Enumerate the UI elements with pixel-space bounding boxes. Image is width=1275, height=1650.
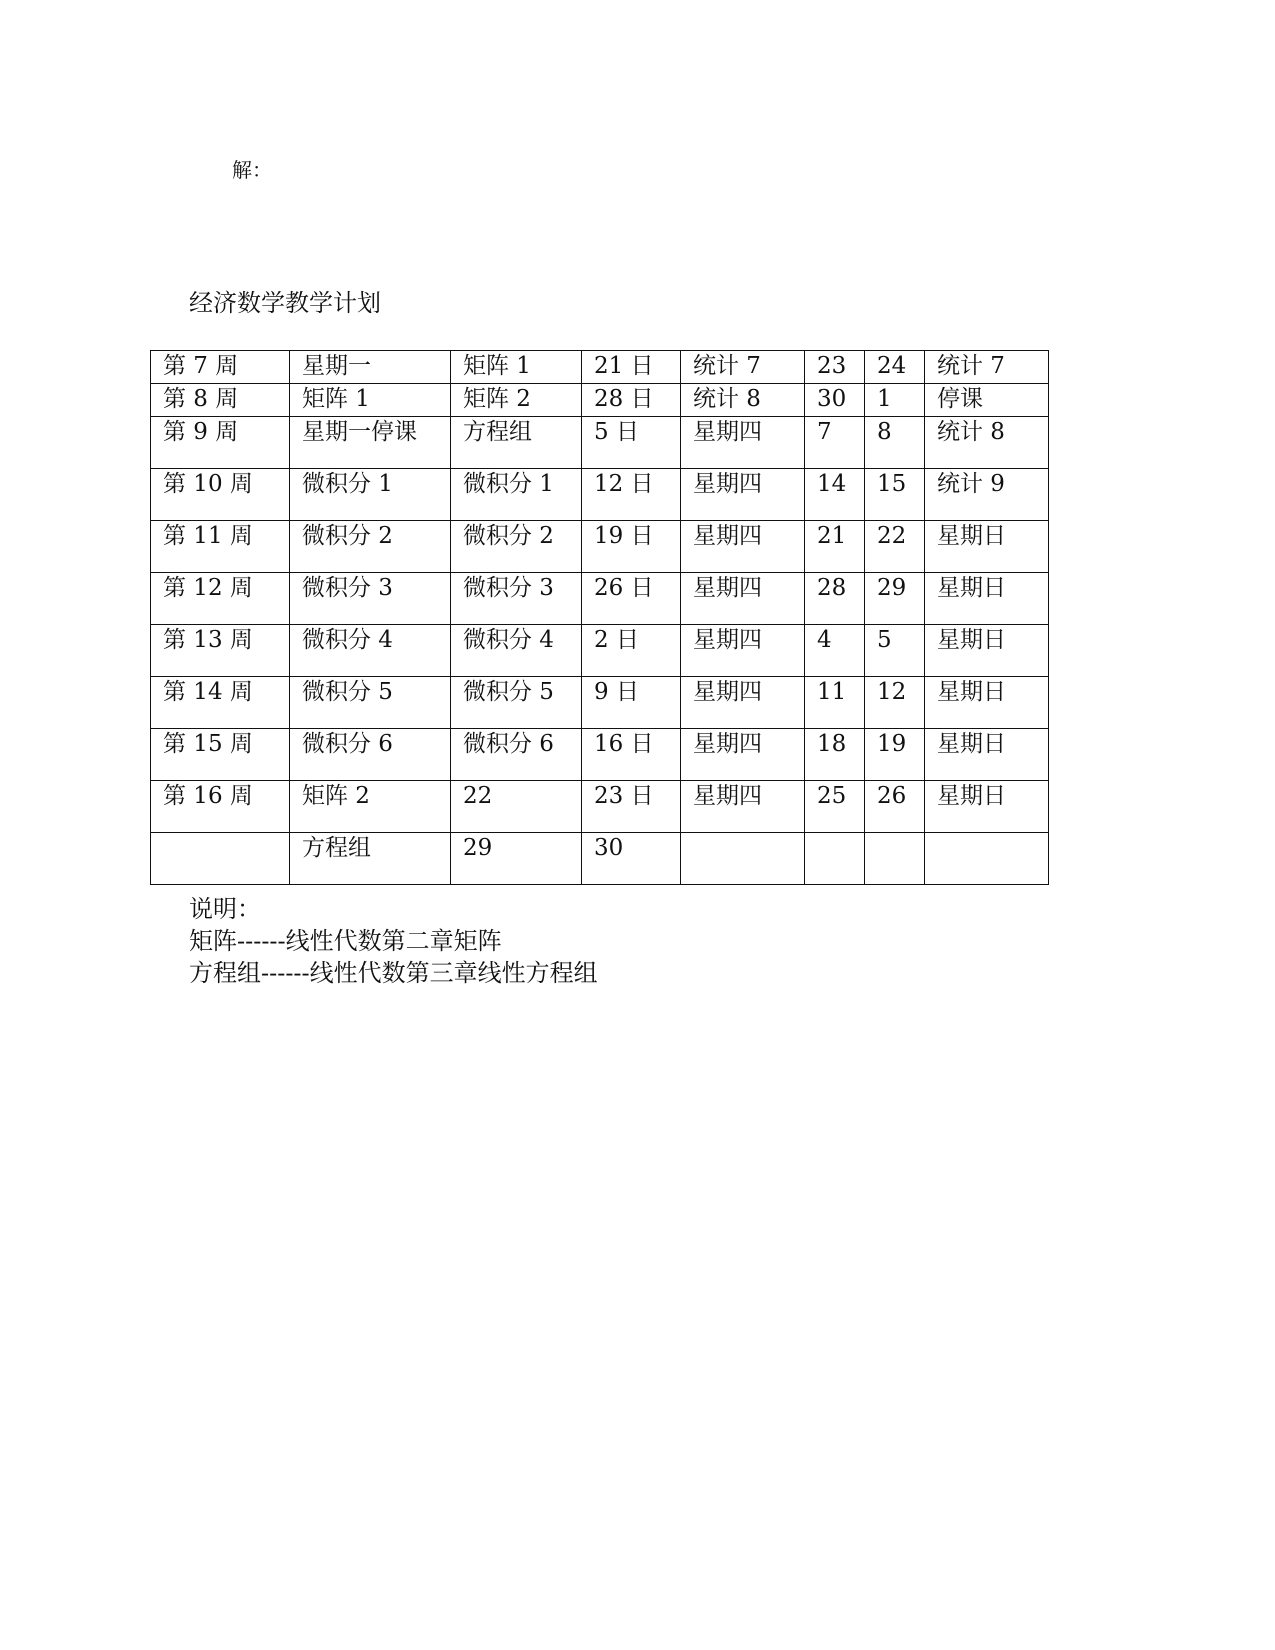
table-cell: 微积分 5 xyxy=(290,677,451,729)
table-row xyxy=(151,521,1049,573)
table-cell: 统计 8 xyxy=(925,417,1049,469)
table-cell: 微积分 3 xyxy=(290,573,451,625)
table-cell: 矩阵 2 xyxy=(290,781,451,833)
table-cell: 星期四 xyxy=(681,469,805,521)
table-cell: 星期一 xyxy=(290,351,451,384)
table-cell: 第 14 周 xyxy=(151,677,290,729)
table-cell: 30 xyxy=(805,384,865,417)
table-cell: 21 xyxy=(805,521,865,573)
table-row xyxy=(151,677,1049,729)
table-cell: 统计 8 xyxy=(681,384,805,417)
table-cell: 微积分 4 xyxy=(290,625,451,677)
table-cell: 8 xyxy=(865,417,925,469)
table-cell: 星期四 xyxy=(681,521,805,573)
teaching-schedule-table xyxy=(150,350,1049,885)
table-cell: 星期一停课 xyxy=(290,417,451,469)
table-cell: 矩阵 1 xyxy=(451,351,582,384)
table-cell: 29 xyxy=(451,833,582,885)
table-cell: 微积分 4 xyxy=(451,625,582,677)
table-cell: 25 xyxy=(805,781,865,833)
table-cell: 23 xyxy=(805,351,865,384)
table-cell: 5 日 xyxy=(582,417,681,469)
table-cell: 19 xyxy=(865,729,925,781)
table-cell: 统计 7 xyxy=(681,351,805,384)
table-cell: 星期四 xyxy=(681,417,805,469)
table-cell xyxy=(151,833,290,885)
table-cell: 11 xyxy=(805,677,865,729)
table-cell: 第 10 周 xyxy=(151,469,290,521)
table-cell: 24 xyxy=(865,351,925,384)
note-matrix: 矩阵------线性代数第二章矩阵 xyxy=(189,927,502,955)
table-cell: 微积分 6 xyxy=(290,729,451,781)
notes-section xyxy=(189,893,598,989)
table-cell: 1 xyxy=(865,384,925,417)
table-cell: 第 11 周 xyxy=(151,521,290,573)
table-cell: 第 9 周 xyxy=(151,417,290,469)
table-cell xyxy=(805,833,865,885)
table-cell: 第 7 周 xyxy=(151,351,290,384)
table-cell: 微积分 3 xyxy=(451,573,582,625)
table-cell xyxy=(865,833,925,885)
table-cell: 19 日 xyxy=(582,521,681,573)
table-row xyxy=(151,573,1049,625)
table-row xyxy=(151,833,1049,885)
table-cell: 14 xyxy=(805,469,865,521)
table-cell: 微积分 2 xyxy=(451,521,582,573)
table-cell: 5 xyxy=(865,625,925,677)
table-cell: 22 xyxy=(865,521,925,573)
document-title: 经济数学教学计划 xyxy=(189,289,381,317)
table-cell xyxy=(925,833,1049,885)
table-cell: 星期四 xyxy=(681,573,805,625)
table-cell: 第 13 周 xyxy=(151,625,290,677)
table-cell: 方程组 xyxy=(290,833,451,885)
table-row xyxy=(151,781,1049,833)
table-cell: 统计 7 xyxy=(925,351,1049,384)
table-cell: 28 xyxy=(805,573,865,625)
table-cell: 矩阵 1 xyxy=(290,384,451,417)
table-body xyxy=(151,351,1049,885)
table-cell: 星期日 xyxy=(925,781,1049,833)
table-cell: 星期四 xyxy=(681,677,805,729)
table-cell xyxy=(681,833,805,885)
table-cell: 统计 9 xyxy=(925,469,1049,521)
notes-heading: 说明： xyxy=(189,895,261,923)
table-cell: 微积分 1 xyxy=(451,469,582,521)
table-cell: 微积分 1 xyxy=(290,469,451,521)
table-cell: 16 日 xyxy=(582,729,681,781)
table-cell: 29 xyxy=(865,573,925,625)
table-cell: 15 xyxy=(865,469,925,521)
table-cell: 12 xyxy=(865,677,925,729)
table-cell: 停课 xyxy=(925,384,1049,417)
table-cell: 30 xyxy=(582,833,681,885)
table-cell: 星期四 xyxy=(681,781,805,833)
answer-label: 解： xyxy=(232,158,272,182)
table-row xyxy=(151,625,1049,677)
table-cell: 26 xyxy=(865,781,925,833)
table-row xyxy=(151,351,1049,384)
table-cell: 28 日 xyxy=(582,384,681,417)
table-cell: 9 日 xyxy=(582,677,681,729)
table-cell: 矩阵 2 xyxy=(451,384,582,417)
table-cell: 第 12 周 xyxy=(151,573,290,625)
table-cell: 星期日 xyxy=(925,677,1049,729)
table-row xyxy=(151,469,1049,521)
table-cell: 星期四 xyxy=(681,625,805,677)
table-cell: 21 日 xyxy=(582,351,681,384)
note-equations: 方程组------线性代数第三章线性方程组 xyxy=(189,959,598,987)
table-cell: 星期日 xyxy=(925,625,1049,677)
table-row xyxy=(151,729,1049,781)
table-cell: 7 xyxy=(805,417,865,469)
table-cell: 第 8 周 xyxy=(151,384,290,417)
table-cell: 微积分 5 xyxy=(451,677,582,729)
table-cell: 星期日 xyxy=(925,729,1049,781)
table-cell: 12 日 xyxy=(582,469,681,521)
table-row xyxy=(151,417,1049,469)
table-cell: 4 xyxy=(805,625,865,677)
table-cell: 微积分 2 xyxy=(290,521,451,573)
table-cell: 微积分 6 xyxy=(451,729,582,781)
table-row xyxy=(151,384,1049,417)
table-cell: 26 日 xyxy=(582,573,681,625)
table-cell: 星期日 xyxy=(925,521,1049,573)
table-cell: 星期日 xyxy=(925,573,1049,625)
table-cell: 星期四 xyxy=(681,729,805,781)
table-cell: 第 16 周 xyxy=(151,781,290,833)
table-cell: 23 日 xyxy=(582,781,681,833)
table-cell: 方程组 xyxy=(451,417,582,469)
table-cell: 第 15 周 xyxy=(151,729,290,781)
table-cell: 2 日 xyxy=(582,625,681,677)
table-cell: 18 xyxy=(805,729,865,781)
table-cell: 22 xyxy=(451,781,582,833)
